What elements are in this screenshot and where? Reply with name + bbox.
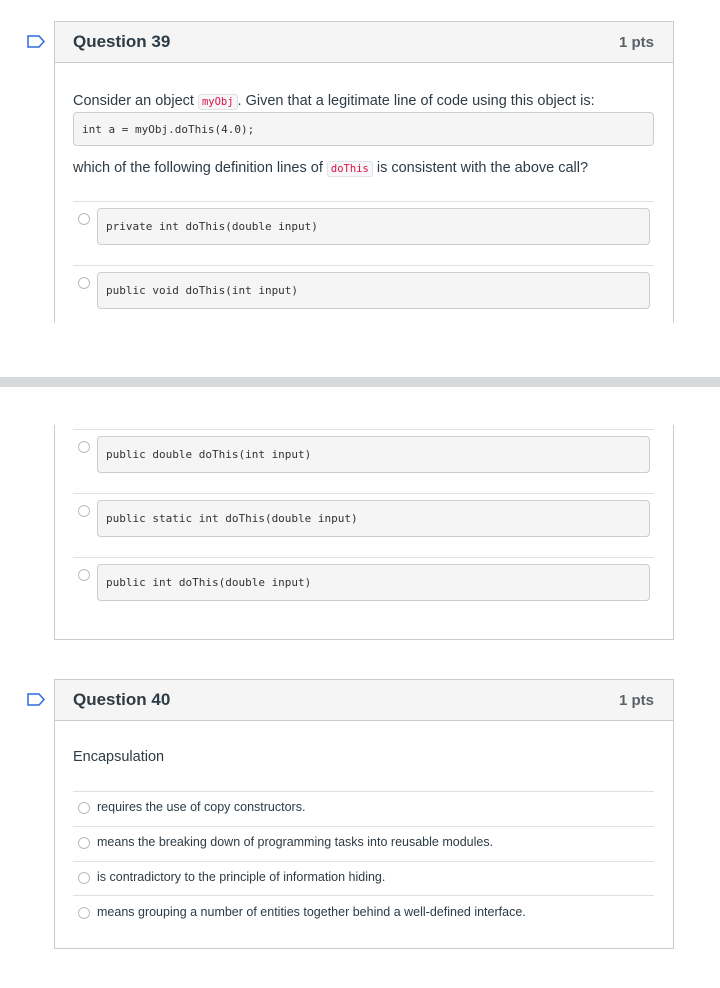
answer-radio[interactable]	[78, 569, 90, 581]
inline-code-object: myObj	[198, 94, 238, 110]
answer-option-3[interactable]: is contradictory to the principle of information hiding.	[97, 870, 386, 884]
answer-radio[interactable]	[78, 837, 90, 849]
answer-radio[interactable]	[78, 907, 90, 919]
answer-divider	[73, 265, 654, 266]
inline-code-method: doThis	[327, 161, 373, 177]
answer-divider	[73, 557, 654, 558]
question-prompt	[73, 93, 595, 109]
answer-divider	[73, 201, 654, 202]
question-39-card-continued	[54, 425, 674, 640]
flag-question-icon[interactable]	[27, 35, 45, 48]
question-text	[73, 160, 588, 176]
answer-radio[interactable]	[78, 872, 90, 884]
answer-divider	[73, 429, 654, 430]
question-text-after: is consistent with the above call?	[372, 160, 589, 176]
answer-divider	[73, 826, 654, 827]
question-header	[55, 679, 673, 721]
prompt-text-before: Consider an object	[73, 93, 198, 109]
answer-radio[interactable]	[78, 505, 90, 517]
code-block: int a = myObj.doThis(4.0);	[73, 112, 654, 146]
flag-question-icon[interactable]	[27, 693, 45, 706]
question-40-card	[54, 679, 674, 949]
answer-divider	[73, 861, 654, 862]
answer-option-1[interactable]: private int doThis(double input)	[97, 208, 650, 245]
answer-divider	[73, 895, 654, 896]
answer-option-4[interactable]: means grouping a number of entities together behind a well-defined interface.	[97, 905, 526, 919]
answer-radio[interactable]	[78, 277, 90, 289]
answer-option-2[interactable]: means the breaking down of programming tasks into reusable modules.	[97, 835, 494, 849]
question-39-card	[54, 21, 674, 323]
answer-radio[interactable]	[78, 441, 90, 453]
answer-divider	[73, 493, 654, 494]
question-header	[55, 21, 673, 63]
answer-option-5[interactable]: public int doThis(double input)	[97, 564, 650, 601]
prompt-text-after: . Given that a legitimate line of code using this object is:	[237, 93, 595, 109]
answer-divider	[73, 791, 654, 792]
answer-option-2[interactable]: public void doThis(int input)	[97, 272, 650, 309]
question-points: 1 pts	[618, 33, 654, 51]
question-title: Question 39	[73, 32, 171, 51]
page-break-separator	[0, 377, 720, 387]
answer-option-3[interactable]: public double doThis(int input)	[97, 436, 650, 473]
question-text-before: which of the following definition lines of	[73, 160, 327, 176]
answer-option-4[interactable]: public static int doThis(double input)	[97, 500, 650, 537]
question-prompt: Encapsulation	[73, 749, 165, 765]
question-title: Question 40	[73, 690, 171, 709]
question-points: 1 pts	[618, 691, 654, 709]
answer-option-1[interactable]: requires the use of copy constructors.	[97, 800, 306, 814]
answer-radio[interactable]	[78, 213, 90, 225]
answer-radio[interactable]	[78, 802, 90, 814]
